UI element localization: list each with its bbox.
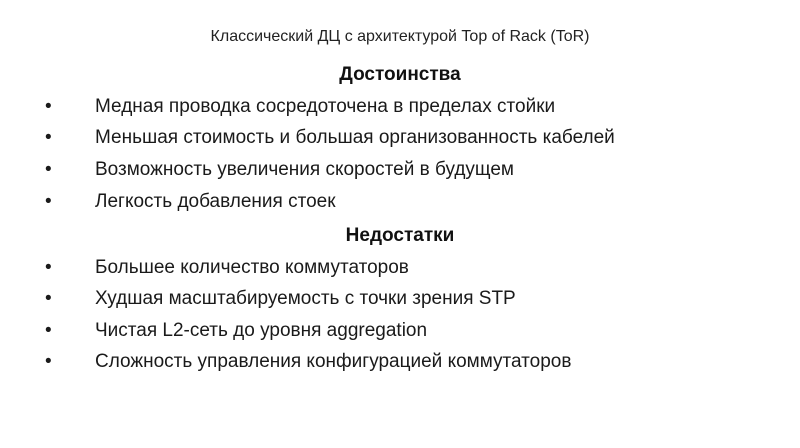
disadvantage-item [0, 318, 800, 344]
bullet-icon: • [45, 159, 52, 180]
bullet-icon: • [45, 191, 52, 212]
bullet-icon: • [45, 257, 52, 278]
bullet-icon: • [45, 351, 52, 372]
bullet-icon: • [45, 320, 52, 341]
slide-title: Классический ДЦ с архитектурой Top of Rack (ToR) [210, 28, 590, 45]
disadvantage-item-text: Чистая L2-сеть до уровня aggregation [95, 320, 428, 341]
bullet-icon: • [45, 288, 52, 309]
advantage-item-text: Медная проводка сосредоточена в пределах стойки [95, 96, 556, 117]
bullet-icon: • [45, 127, 52, 148]
advantages-heading: Достоинства [339, 64, 461, 85]
disadvantage-item [0, 349, 800, 375]
disadvantage-item-text: Худшая масштабируемость с точки зрения STP [95, 288, 516, 309]
advantage-item [0, 125, 800, 151]
advantage-item-text: Возможность увеличения скоростей в будущем [95, 159, 514, 180]
disadvantage-item [0, 286, 800, 312]
bullet-icon: • [45, 96, 52, 117]
advantage-item-text: Меньшая стоимость и большая организованность кабелей [95, 127, 615, 148]
disadvantage-item [0, 255, 800, 281]
advantage-item [0, 189, 800, 215]
disadvantage-item-text: Сложность управления конфигурацией коммутаторов [95, 351, 572, 372]
disadvantage-item-text: Большее количество коммутаторов [95, 257, 409, 278]
advantage-item [0, 157, 800, 183]
advantage-item-text: Легкость добавления стоек [95, 191, 336, 212]
advantage-item [0, 94, 800, 120]
disadvantages-heading: Недостатки [345, 225, 455, 246]
